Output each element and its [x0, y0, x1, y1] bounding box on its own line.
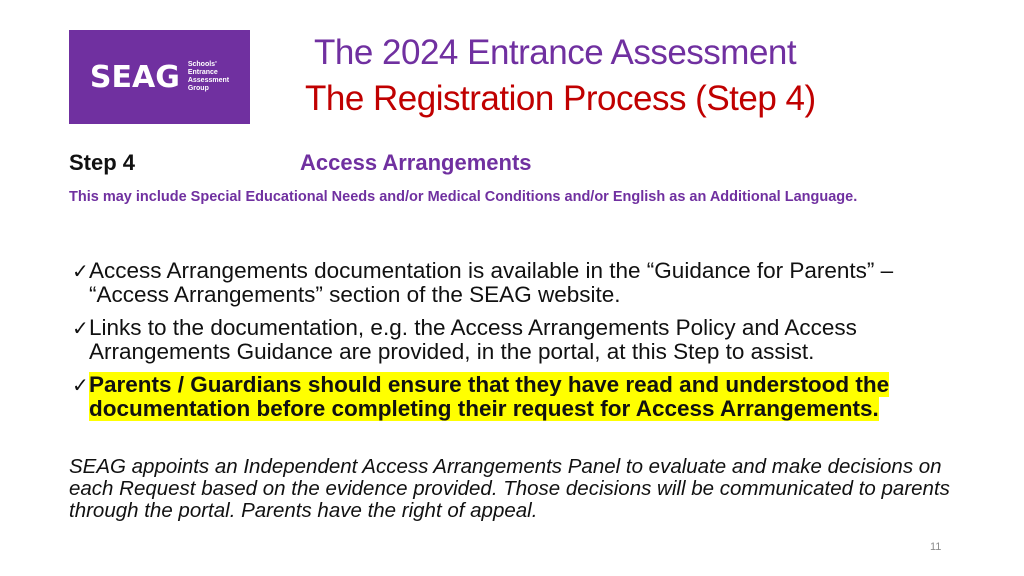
page-number: 11 — [930, 541, 942, 553]
check-icon: ✓ — [72, 259, 89, 283]
title-line-1: The 2024 Entrance Assessment — [314, 33, 797, 72]
check-icon: ✓ — [72, 316, 89, 340]
panel-footnote: SEAG appoints an Independent Access Arrangements Panel to evaluate and make decisions on each Request based on the evidence provided. Those decisions will be communicated to parents through the portal. Parents have the right of appeal. — [69, 455, 950, 522]
bullet-item — [72, 316, 972, 364]
highlighted-bullet-text: Parents / Guardians should ensure that they have read and understood the documentation before completing their request for Access Arrangements. — [89, 372, 890, 421]
step-label: Step 4 — [69, 150, 136, 175]
step-description: This may include Special Educational Needs and/or Medical Conditions and/or English as an Additional Language. — [69, 189, 858, 205]
slide-title — [296, 30, 896, 122]
logo-subtitle — [188, 61, 229, 93]
check-icon: ✓ — [72, 373, 89, 397]
bullet-item — [72, 373, 972, 421]
title-line-2: The Registration Process (Step 4) — [305, 79, 816, 118]
bullet-list — [72, 259, 972, 430]
logo-subtitle-line: Assessment — [187, 77, 230, 84]
logo-subtitle-line: Schools' — [187, 61, 217, 68]
logo-subtitle-line: Group — [187, 85, 209, 92]
bullet-text: Access Arrangements documentation is available in the “Guidance for Parents” – “Access Arrangements” section of the SEAG website. — [89, 258, 894, 307]
logo-wordmark: SEAG — [89, 59, 180, 95]
logo-subtitle-line: Entrance — [187, 69, 218, 76]
seag-logo — [69, 30, 250, 124]
step-heading: Access Arrangements — [300, 150, 532, 175]
bullet-item — [72, 259, 972, 307]
bullet-text: Links to the documentation, e.g. the Access Arrangements Policy and Access Arrangements Guidance are provided, in the portal, at this Step to assist. — [89, 315, 857, 364]
